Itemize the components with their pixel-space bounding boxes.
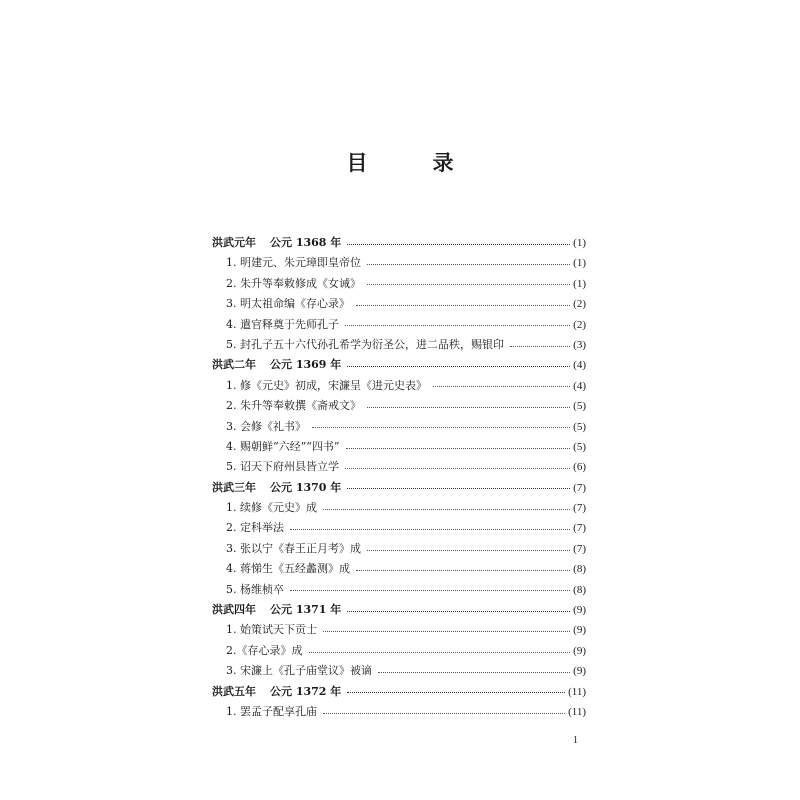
entry-page-number: (9) <box>573 644 586 657</box>
toc-section-row[interactable] <box>212 600 586 620</box>
entry-page-number: (9) <box>573 624 586 637</box>
toc-entry-row[interactable] <box>212 396 586 416</box>
dot-leader <box>309 651 571 653</box>
toc-entry-row[interactable] <box>212 294 586 314</box>
dot-leader <box>347 691 565 693</box>
entry-page-number: (3) <box>573 338 586 351</box>
toc-section-row[interactable] <box>212 682 586 702</box>
section-ad-year: 公元 1368 年 <box>270 236 342 249</box>
entry-page-number: (11) <box>568 705 586 718</box>
section-ad-year: 公元 1369 年 <box>270 358 342 372</box>
toc-entry-row[interactable] <box>212 641 586 661</box>
section-heading <box>212 355 341 375</box>
dot-leader <box>367 406 570 408</box>
dot-leader <box>356 304 570 306</box>
dot-leader <box>367 263 570 265</box>
dot-leader <box>347 487 570 489</box>
entry-page-number: (1) <box>573 257 586 270</box>
entry-title: 3. 会修《礼书》 <box>226 419 306 433</box>
toc-section-row[interactable] <box>212 355 586 375</box>
section-ad-year: 公元 1372 年 <box>270 684 342 698</box>
entry-page-number: (2) <box>573 318 586 331</box>
toc-entry-row[interactable] <box>212 702 586 722</box>
entry-page-number: (8) <box>573 563 586 576</box>
entry-title: 1. 始策试天下贡士 <box>226 623 317 637</box>
dot-leader <box>312 426 570 428</box>
dot-leader <box>510 345 570 347</box>
entry-title: 4. 遣官释奠于先师孔子 <box>226 317 339 331</box>
entry-title: 3. 明太祖命编《存心录》 <box>226 297 350 311</box>
toc-entry-row[interactable] <box>212 559 586 579</box>
entry-title: 5. 封孔子五十六代孙孔希学为衍圣公，进二品秩，赐银印 <box>226 337 504 351</box>
entry-page-number: (5) <box>573 420 586 433</box>
toc-entry-row[interactable] <box>212 661 586 681</box>
section-year: 洪武三年 <box>212 480 256 494</box>
page-number: 1 <box>573 735 578 746</box>
entry-title: 5. 诏天下府州县皆立学 <box>226 460 339 474</box>
dot-leader <box>347 243 570 245</box>
toc-entry-row[interactable] <box>212 417 586 437</box>
section-ad-year: 公元 1371 年 <box>270 603 342 617</box>
toc-entry-row[interactable] <box>212 274 586 294</box>
dot-leader <box>345 324 570 326</box>
entry-page-number: (7) <box>573 502 586 515</box>
toc-entry-row[interactable] <box>212 315 586 335</box>
section-ad-year: 公元 1370 年 <box>270 480 342 494</box>
dot-leader <box>323 630 570 632</box>
section-page-number: (4) <box>573 359 586 372</box>
section-heading <box>212 233 341 253</box>
toc-entry-row[interactable] <box>212 620 586 640</box>
entry-title: 3. 宋濂上《孔子庙堂议》被谪 <box>226 664 372 678</box>
entry-title: 1. 续修《元史》成 <box>226 501 317 515</box>
toc-entry-row[interactable] <box>212 457 586 477</box>
dot-leader <box>367 549 570 551</box>
entry-title: 3. 张以宁《春王正月考》成 <box>226 541 361 555</box>
entry-title: 2. 朱升等奉敕撰《斋戒文》 <box>226 399 361 413</box>
entry-title: 2. 朱升等奉敕修成《女诫》 <box>226 276 361 290</box>
entry-title: 5. 杨维桢卒 <box>226 582 284 596</box>
dot-leader <box>345 467 570 469</box>
toc-entry-row[interactable] <box>212 253 586 273</box>
dot-leader <box>378 671 570 673</box>
dot-leader <box>347 610 570 612</box>
entry-title: 2. 定科举法 <box>226 521 284 535</box>
toc-entry-row[interactable] <box>212 335 586 355</box>
entry-page-number: (4) <box>573 379 586 392</box>
entry-page-number: (1) <box>573 277 586 290</box>
dot-leader <box>367 283 570 285</box>
entry-title: 1. 明建元、朱元璋即皇帝位 <box>226 256 361 270</box>
dot-leader <box>356 569 570 571</box>
entry-page-number: (7) <box>573 542 586 555</box>
section-year: 洪武四年 <box>212 603 256 617</box>
entry-title: 4. 蒋悌生《五经蠡测》成 <box>226 562 350 576</box>
toc-section-row[interactable] <box>212 478 586 498</box>
entry-page-number: (2) <box>573 298 586 311</box>
entry-page-number: (9) <box>573 665 586 678</box>
entry-page-number: (5) <box>573 400 586 413</box>
toc-entry-row[interactable] <box>212 518 586 538</box>
toc-entry-row[interactable] <box>212 539 586 559</box>
section-heading <box>212 478 341 498</box>
dot-leader <box>347 365 570 367</box>
table-of-contents <box>212 233 586 722</box>
toc-entry-row[interactable] <box>212 437 586 457</box>
toc-entry-row[interactable] <box>212 498 586 518</box>
section-page-number: (1) <box>573 237 586 249</box>
section-year: 洪武五年 <box>212 684 256 698</box>
dot-leader <box>323 712 565 714</box>
section-year: 洪武元年 <box>212 236 256 249</box>
entry-page-number: (6) <box>573 461 586 474</box>
section-heading <box>212 600 341 620</box>
dot-leader <box>290 528 570 530</box>
section-page-number: (7) <box>573 481 586 494</box>
entry-title: 4. 赐朝鲜“六经”“四书” <box>226 439 340 453</box>
section-year: 洪武二年 <box>212 358 256 372</box>
section-heading <box>212 682 341 702</box>
dot-leader <box>290 589 570 591</box>
dot-leader <box>346 447 571 449</box>
entry-page-number: (8) <box>573 583 586 596</box>
entry-title: 1. 修《元史》初成，宋濂呈《进元史表》 <box>226 378 427 392</box>
entry-page-number: (5) <box>573 440 586 453</box>
section-page-number: (9) <box>573 604 586 617</box>
section-page-number: (11) <box>568 685 586 698</box>
toc-section-row[interactable] <box>212 233 586 253</box>
entry-page-number: (7) <box>573 522 586 535</box>
entry-title: 2.《存心录》成 <box>226 643 303 657</box>
entry-title: 1. 罢孟子配享孔庙 <box>226 704 317 718</box>
toc-entry-row[interactable] <box>212 580 586 600</box>
toc-entry-row[interactable] <box>212 376 586 396</box>
page-title: 目 录 <box>346 150 476 175</box>
dot-leader <box>323 508 570 510</box>
dot-leader <box>433 385 570 387</box>
